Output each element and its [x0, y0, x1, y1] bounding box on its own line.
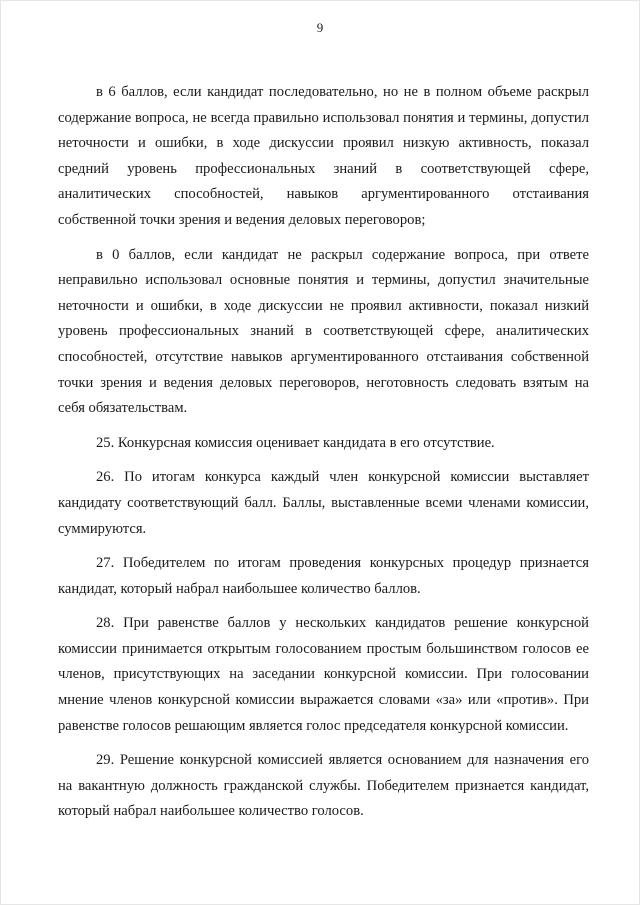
paragraph-0-points: в 0 баллов, если кандидат не раскрыл содержание вопроса, при ответе неправильно использовал основные понятия и термины, допустил значительные неточности и ошибки, в ходе дискуссии не проявил активности, показал низкий уровень профессиональных знаний в соответствующей сфере, аналитических способностей, отсутствие навыков аргументированного отстаивания собственной точки зрения и ведения деловых переговоров, неготовность следовать взятым на себя обязательствам.: [58, 246, 589, 417]
paragraph-27: 27. Победителем по итогам проведения конкурсных процедур признается кандидат, который набрал наибольшее количество баллов.: [58, 555, 589, 597]
paragraph-6-points: в 6 баллов, если кандидат последовательно, но не в полном объеме раскрыл содержание вопроса, не всегда правильно использовал понятия и термины, допустил неточности и ошибки, в ходе дискуссии проявил низкую активность, показал средний уровень профессиональных знаний в соответствующей сфере, аналитических способностей, навыков аргументированного отстаивания собственной точки зрения и ведения деловых переговоров;: [58, 84, 589, 228]
page-number: 9: [316, 20, 324, 35]
document-body: [58, 80, 589, 825]
paragraph-29: 29. Решение конкурсной комиссией является основанием для назначения его на вакантную должность гражданской службы. Победителем признается кандидат, который набрал наибольшее количество голосов.: [58, 752, 589, 820]
paragraph-28: 28. При равенстве баллов у нескольких кандидатов решение конкурсной комиссии принимается открытым голосованием простым большинством голосов ее членов, присутствующих на заседании конкурсной комиссии. При голосовании мнение членов конкурсной комиссии выражается словами «за» или «против». При равенстве голосов решающим является голос председателя конкурсной комиссии.: [58, 615, 589, 734]
paragraph-26: 26. По итогам конкурса каждый член конкурсной комиссии выставляет кандидату соответствующий балл. Баллы, выставленные всеми членами комиссии, суммируются.: [58, 469, 589, 537]
paragraph-25: 25. Конкурсная комиссия оценивает кандидата в его отсутствие.: [96, 434, 495, 451]
